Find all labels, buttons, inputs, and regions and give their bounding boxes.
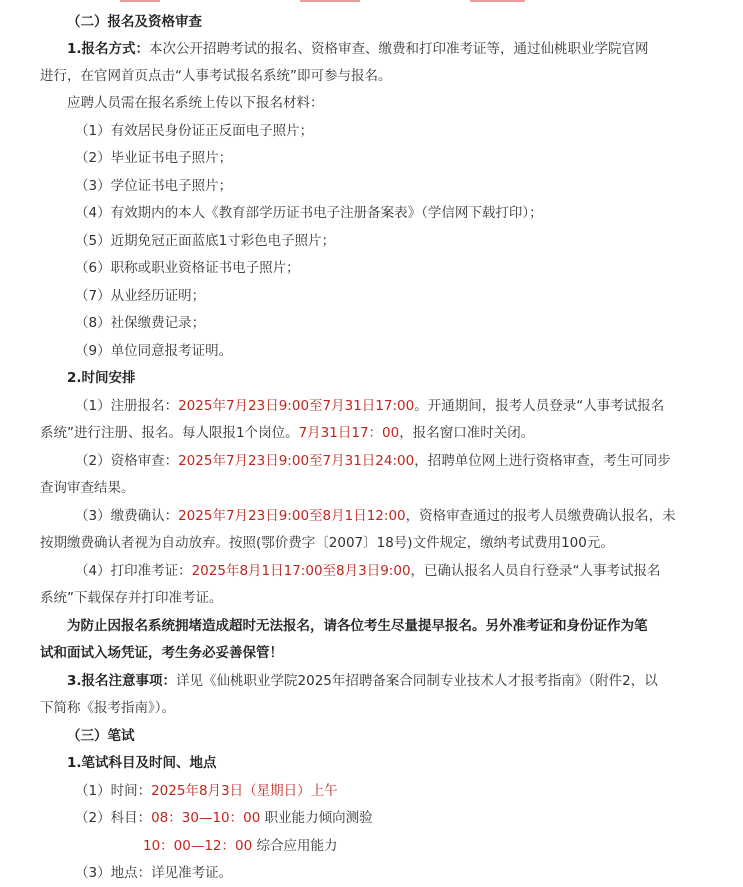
schedule-text: 系统”进行注册、报名。每人限报1个岗位。: [40, 425, 299, 441]
schedule-date: 2025年8月1日17:00至8月3日9:00: [191, 563, 411, 579]
material-item: （1）有效居民身份证正反面电子照片；: [75, 123, 314, 139]
material-item: （9）单位同意报考证明。: [75, 343, 233, 359]
schedule-label: （1）注册报名：: [75, 398, 179, 414]
reg-method-text: 本次公开招聘考试的报名、资格审查、缴费和打印准考证等，通过仙桃职业学院官网: [149, 41, 649, 57]
material-item: （3）学位证书电子照片；: [75, 178, 233, 194]
reg-notes-text: 详见《仙桃职业学院2025年招聘备案合同制专业技术人才报考指南》（附件2，以: [176, 673, 658, 689]
schedule-item-payment: [75, 507, 676, 525]
section-2-heading: （二）报名及资格审查: [67, 14, 202, 30]
exam-subject-label: （2）科目：: [75, 810, 152, 826]
exam-subject-2: [143, 837, 338, 855]
exam-subject-time: 10：00—12：00: [143, 838, 253, 854]
schedule-text: ，已确认报名人员自行登录“人事考试报名: [410, 563, 661, 579]
schedule-item-admission-ticket: [75, 562, 661, 580]
schedule-text: ，报名窗口准时关闭。: [399, 425, 535, 441]
schedule-item-register: [75, 397, 664, 415]
reg-notes-paragraph: [67, 672, 658, 690]
schedule-date: 2025年7月23日9:00至7月31日17:00: [178, 398, 415, 414]
exam-place: （3）地点：详见准考证。: [75, 865, 233, 881]
schedule-label: （3）缴费确认：: [75, 508, 179, 524]
schedule-heading: 2.时间安排: [67, 370, 136, 386]
schedule-date: 2025年7月23日9:00至8月1日12:00: [178, 508, 406, 524]
schedule-text: ，资格审查通过的报考人员缴费确认报名，未: [405, 508, 676, 524]
schedule-text: ，招聘单位网上进行资格审查，考生可同步: [414, 453, 671, 469]
material-item: （2）毕业证书电子照片；: [75, 150, 233, 166]
exam-subject-time: 08：30—10：00: [151, 810, 261, 826]
materials-intro: 应聘人员需在报名系统上传以下报名材料：: [67, 95, 324, 111]
exam-time: [75, 782, 338, 800]
exam-subject-name: 综合应用能力: [252, 838, 338, 854]
reg-method-paragraph: [67, 40, 649, 58]
schedule-date: 2025年7月23日9:00至7月31日24:00: [178, 453, 415, 469]
reg-notes-continued: 下简称《报考指南》）。: [40, 700, 175, 716]
schedule-label: （2）资格审查：: [75, 453, 179, 469]
schedule-item-payment-continued: 按期缴费确认者视为自动放弃。按照(鄂价费字〔2007〕18号)文件规定，缴纳考试费用100元。: [40, 535, 614, 551]
material-item: （6）职称或职业资格证书电子照片；: [75, 260, 300, 276]
material-item: （5）近期免冠正面蓝底1寸彩色电子照片；: [75, 233, 336, 249]
exam-time-label: （1）时间：: [75, 783, 152, 799]
schedule-item-review: [75, 452, 671, 470]
section-3-heading: （三）笔试: [67, 728, 135, 744]
warning-notice: 为防止因报名系统拥堵造成超时无法报名，请各位考生尽量提早报名。另外准考证和身份证作为笔: [67, 618, 648, 634]
schedule-item-register-continued: [40, 424, 534, 442]
schedule-item-admission-ticket-continued: 系统”下载保存并打印准考证。: [40, 590, 223, 606]
schedule-text: 。开通期间，报考人员登录“人事考试报名: [414, 398, 665, 414]
clipped-top-line: [0, 0, 743, 3]
exam-subjects-heading: 1.笔试科目及时间、地点: [67, 755, 217, 771]
reg-method-label: 1.报名方式：: [67, 41, 150, 57]
material-item: （4）有效期内的本人《教育部学历证书电子注册备案表》（学信网下载打印）；: [75, 205, 543, 221]
exam-time-value: 2025年8月3日（星期日）上午: [151, 783, 338, 799]
material-item: （8）社保缴费记录；: [75, 315, 206, 331]
schedule-label: （4）打印准考证：: [75, 563, 192, 579]
schedule-date: 7月31日17：00: [298, 425, 400, 441]
warning-notice-continued: 试和面试入场凭证，考生务必妥善保管！: [40, 645, 283, 661]
schedule-item-review-continued: 查询审查结果。: [40, 480, 135, 496]
reg-method-continued: 进行，在官网首页点击“人事考试报名系统”即可参与报名。: [40, 68, 392, 84]
material-item: （7）从业经历证明；: [75, 288, 206, 304]
exam-subject-name: 职业能力倾向测验: [260, 810, 373, 826]
exam-subject-1: [75, 809, 373, 827]
reg-notes-label: 3.报名注意事项：: [67, 673, 177, 689]
